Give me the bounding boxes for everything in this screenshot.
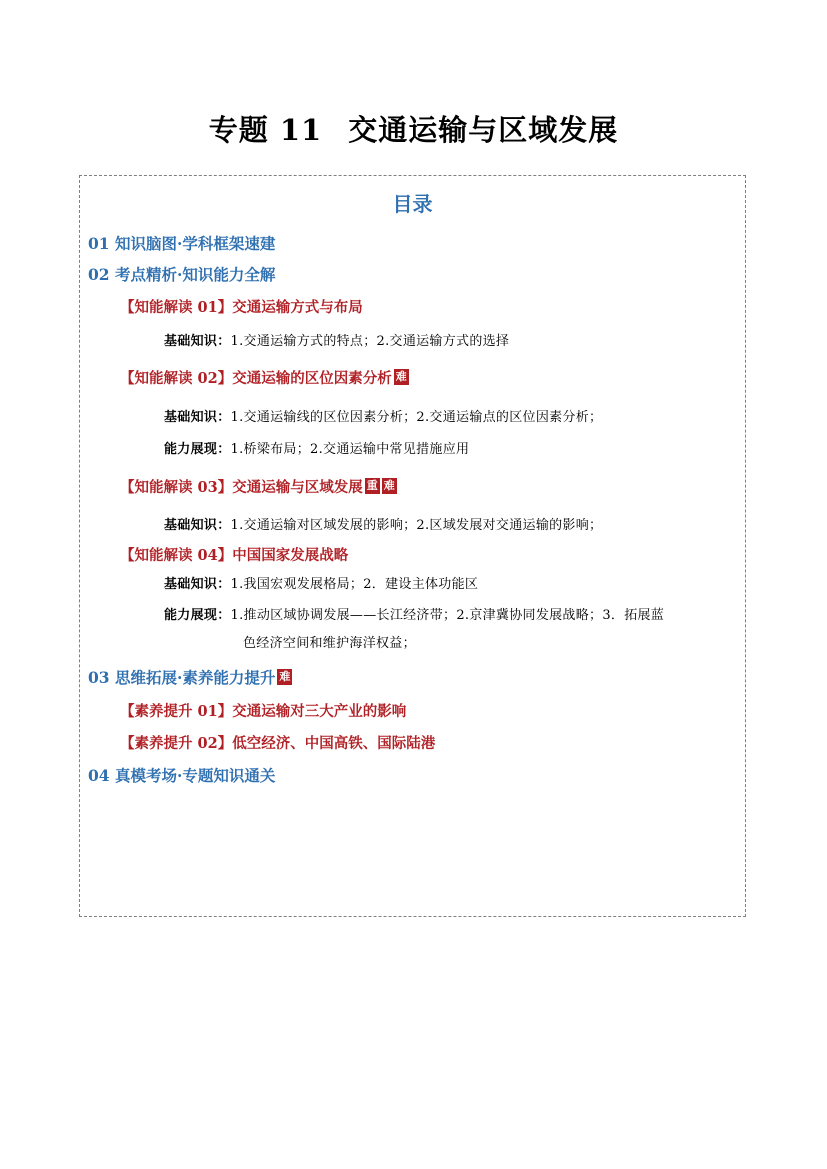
ability-label: 能力展现：: [164, 442, 231, 457]
unit-02-basic: [164, 406, 602, 425]
difficult-badge: 难: [279, 670, 291, 683]
unit-04-ability-cont: 色经济空间和维护海洋权益；: [243, 636, 416, 651]
toc-unit-02[interactable]: [120, 367, 409, 388]
key-badge: 重: [366, 479, 378, 492]
difficult-badge: 难: [383, 479, 395, 492]
unit-03-basic: [164, 514, 602, 533]
toc-heading: 目录: [392, 192, 433, 216]
title-topic-number: 专题 11: [208, 113, 323, 147]
unit-02-ability: [164, 438, 469, 457]
basic-label: 基础知识：: [164, 334, 231, 349]
section-03-label: 03 思维拓展·素养能力提升: [88, 668, 276, 687]
toc-unit-03[interactable]: [120, 476, 397, 497]
toc-unit-06[interactable]: 【素养提升 02】低空经济、中国高铁、国际陆港: [120, 735, 436, 752]
toc-box: [79, 175, 746, 917]
unit-04-basic: [164, 573, 478, 592]
ability-label: 能力展现：: [164, 608, 231, 623]
unit-03-label: 【知能解读 03】交通运输与区域发展: [120, 479, 363, 496]
basic-text: 1.交通运输对区域发展的影响；2.区域发展对交通运输的影响；: [230, 518, 603, 533]
ability-text: 1.推动区域协调发展——长江经济带；2.京津冀协同发展战略；3．拓展蓝: [230, 608, 665, 623]
basic-text: 1.我国宏观发展格局；2．建设主体功能区: [230, 577, 479, 592]
toc-section-03[interactable]: [88, 666, 292, 688]
toc-section-01[interactable]: 01 知识脑图·学科框架速建: [88, 234, 276, 253]
unit-02-label: 【知能解读 02】交通运输的区位因素分析: [120, 370, 392, 387]
toc-section-04[interactable]: 04 真模考场·专题知识通关: [88, 766, 276, 785]
difficult-badge: 难: [395, 370, 407, 383]
toc-unit-04[interactable]: 【知能解读 04】中国国家发展战略: [120, 547, 349, 564]
toc-unit-01[interactable]: 【知能解读 01】交通运输方式与布局: [120, 299, 363, 316]
toc-section-02[interactable]: 02 考点精析·知识能力全解: [88, 265, 276, 284]
title-topic-name: 交通运输与区域发展: [348, 113, 619, 147]
basic-label: 基础知识：: [164, 577, 231, 592]
basic-label: 基础知识：: [164, 518, 231, 533]
toc-unit-05[interactable]: 【素养提升 01】交通运输对三大产业的影响: [120, 703, 407, 720]
ability-text: 1.桥梁布局；2.交通运输中常见措施应用: [230, 442, 470, 457]
unit-04-ability: [164, 604, 664, 623]
basic-label: 基础知识：: [164, 410, 231, 425]
unit-01-basic: [164, 330, 509, 349]
basic-text: 1.交通运输方式的特点；2.交通运输方式的选择: [230, 334, 510, 349]
basic-text: 1.交通运输线的区位因素分析；2.交通运输点的区位因素分析；: [230, 410, 603, 425]
page-title: [0, 108, 827, 149]
